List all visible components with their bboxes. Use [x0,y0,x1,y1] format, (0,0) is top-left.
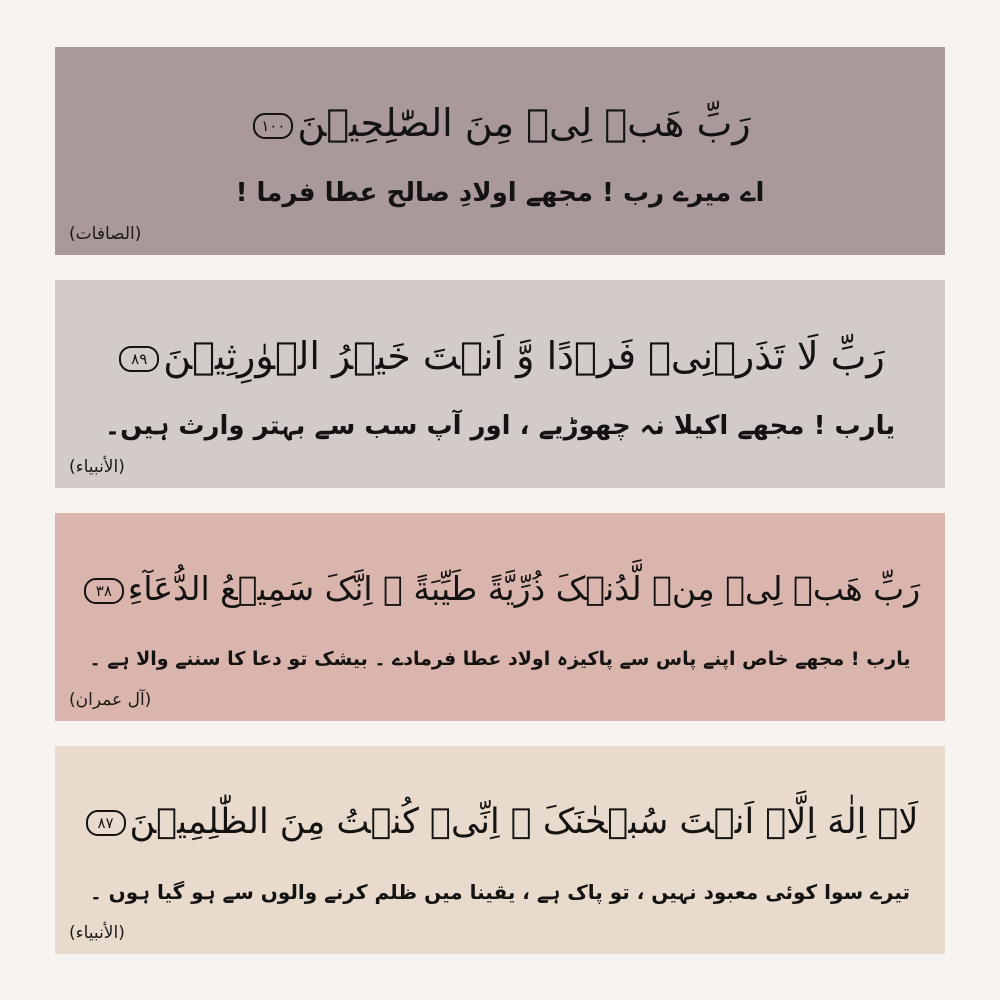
surah-name: (الأنبياء) [69,457,125,477]
verse-text: رَبِّ لَا تَذَرۡنِیۡ فَرۡدًا وَّ اَنۡتَ خَیۡرُ الۡوٰرِثِیۡنَ [163,334,885,378]
verse-text: رَبِّ هَبۡ لِیۡ مِنَ الصّٰلِحِیۡنَ [297,101,751,145]
ayah-number-marker: ٨٩ [119,346,159,372]
dua-card-2 [55,280,945,488]
quran-verse [75,790,925,854]
quran-verse [75,557,925,621]
verse-text: لَاۤ اِلٰهَ اِلَّاۤ اَنۡتَ سُبۡحٰنَکَ ۖ اِنِّیۡ کُنۡتُ مِنَ الظّٰلِمِیۡنَ [129,802,919,842]
ayah-number-marker: ٣٨ [84,578,124,604]
surah-name: (الأنبياء) [69,923,125,943]
urdu-translation: یارب ! مجھے خاص اپنے پاس سے پاکیزہ اولاد عطا فرمادے ۔ بیشک تو دعا کا سننے والا ہے ۔ [89,648,911,670]
quran-verse [75,324,925,388]
urdu-translation: یارب ! مجھے اکیلا نہ چھوڑیے ، اور آپ سب سے بہتر وارث ہیں۔ [104,411,896,441]
dua-card-4 [55,746,945,954]
ayah-number-marker: ٨٧ [86,810,126,836]
urdu-translation: اے میرے رب ! مجھے اولادِ صالح عطا فرما ! [235,178,765,208]
surah-name: (آل عمران) [69,690,152,710]
surah-name: (الصافات) [69,224,142,244]
dua-card-3 [55,513,945,721]
verse-text: رَبِّ هَبۡ لِیۡ مِنۡ لَّدُنۡکَ ذُرِّیَّةً طَیِّبَةً ۚ اِنَّکَ سَمِیۡعُ الدُّعَآءِ [127,569,921,608]
dua-card-1 [55,47,945,255]
ayah-number-marker: ١٠٠ [253,113,293,139]
urdu-translation: تیرے سوا کوئی معبود نہیں ، تو پاک ہے ، یقینا میں ظلم کرنے والوں سے ہو گیا ہوں ۔ [90,880,910,904]
quran-verse [75,91,925,155]
